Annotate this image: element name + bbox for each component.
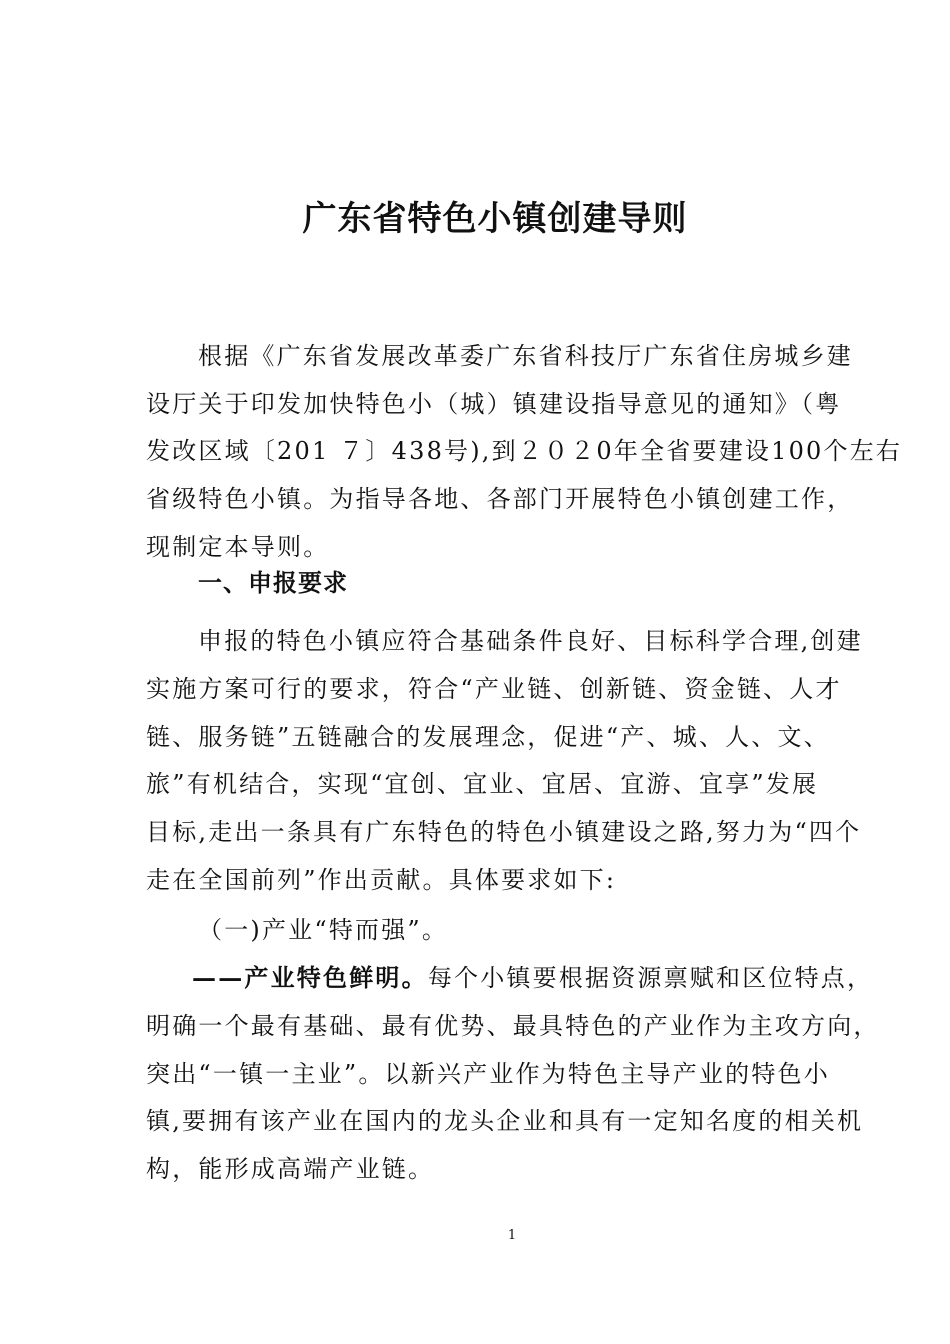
intro-paragraph-line: 发改区域〔201 ７〕438号),到２０２0年全省要建设100个左右 (146, 437, 903, 465)
section-paragraph-line: 实施方案可行的要求，符合“产业链、创新链、资金链、人才 (146, 675, 842, 703)
subsection-lead-phrase: ——产业特色鲜明。 (192, 963, 428, 992)
subsection-paragraph-line: 突出“一镇一主业”。以新兴产业作为特色主导产业的特色小 (146, 1060, 830, 1088)
intro-paragraph-line: 根据《广东省发展改革委广东省科技厅广东省住房城乡建 (198, 342, 853, 370)
section-heading: 一、申报要求 (198, 569, 348, 597)
subsection-paragraph-line: 明确一个最有基础、最有优势、最具特色的产业作为主攻方向， (146, 1012, 880, 1040)
subsection-heading: （一)产业“特而强”。 (198, 916, 449, 944)
page-number: 1 (507, 1228, 517, 1243)
subsection-paragraph-line: 镇,要拥有该产业在国内的龙头企业和具有一定知名度的相关机 (146, 1107, 864, 1135)
section-paragraph-line: 走在全国前列”作出贡献。具体要求如下: (146, 866, 617, 894)
intro-paragraph-line: 设厅关于印发加快特色小（城）镇建设指导意见的通知》（粤 (146, 390, 842, 418)
intro-paragraph-line: 现制定本导则。 (146, 533, 330, 561)
subsection-paragraph-first-line (192, 960, 874, 996)
section-paragraph-line: 申报的特色小镇应符合基础条件良好、目标科学合理,创建 (198, 627, 863, 655)
document-title: 广东省特色小镇创建导则 (302, 199, 688, 239)
section-paragraph-line: 链、服务链”五链融合的发展理念，促进“产、城、人、文、 (146, 723, 830, 751)
subsection-paragraph-line: 构，能形成高端产业链。 (146, 1155, 435, 1183)
intro-paragraph-line: 省级特色小镇。为指导各地、各部门开展特色小镇创建工作， (146, 485, 854, 513)
section-paragraph-line: 目标,走出一条具有广东特色的特色小镇建设之路,努力为“四个 (146, 818, 862, 846)
section-paragraph-line: 旅”有机结合，实现“宜创、宜业、宜居、宜游、宜享”发展 (146, 770, 819, 798)
subsection-paragraph-line: 每个小镇要根据资源禀赋和区位特点， (427, 964, 874, 992)
